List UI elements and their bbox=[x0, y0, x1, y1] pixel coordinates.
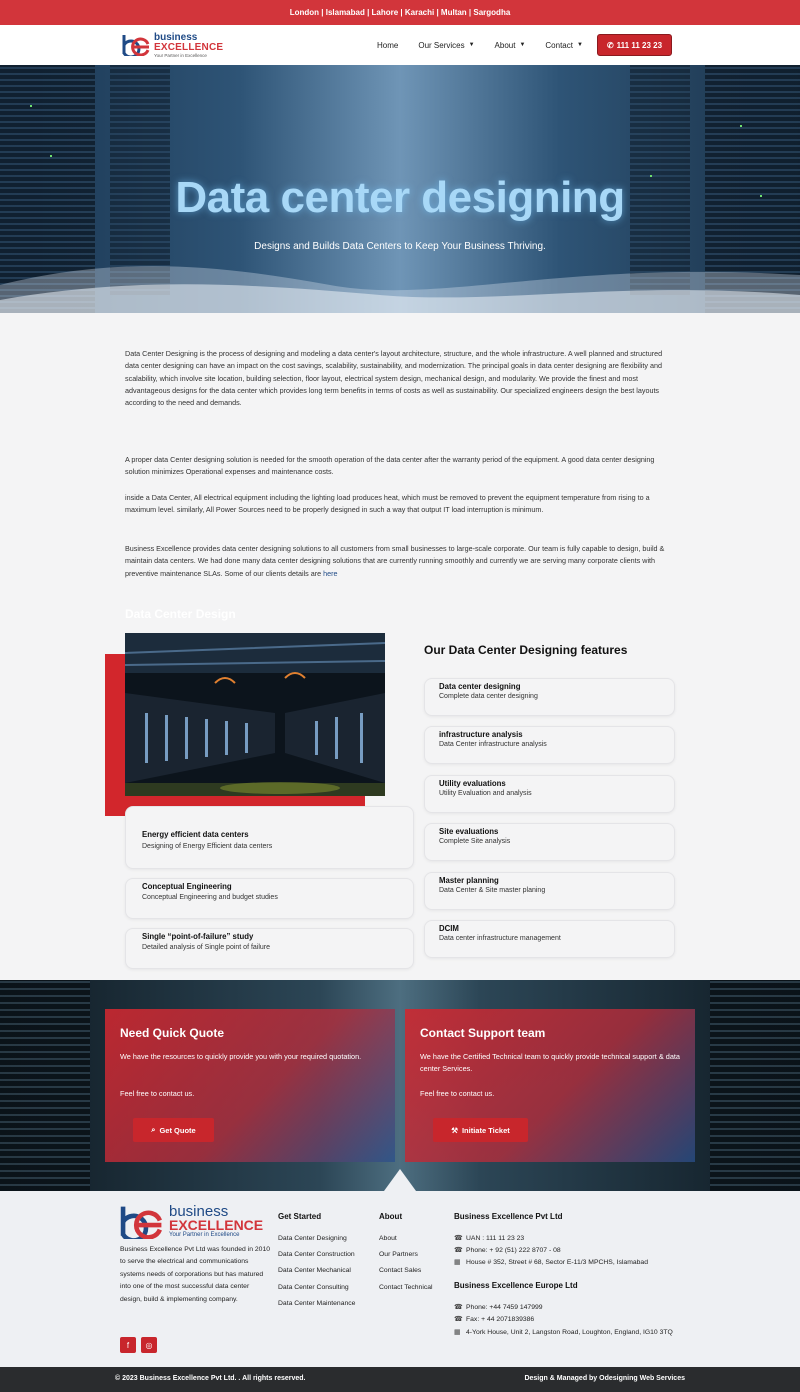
feature-card bbox=[125, 878, 414, 919]
footer-logo[interactable] bbox=[120, 1203, 264, 1241]
chevron-down-icon: ▼ bbox=[468, 42, 475, 48]
feature-title: DCIM bbox=[439, 924, 459, 933]
feature-title: Single “point-of-failure” study bbox=[142, 932, 254, 941]
main-nav bbox=[377, 25, 603, 65]
chevron-down-icon: ▼ bbox=[576, 42, 583, 48]
logo-text-business: business bbox=[154, 32, 198, 43]
footer-link[interactable]: About bbox=[379, 1235, 397, 1242]
search-icon: ⌕ bbox=[151, 1125, 156, 1134]
eu-fax-text: Fax: + 44 2071839386 bbox=[466, 1315, 535, 1323]
eu-address-text: 4-York House, Unit 2, Langston Road, Loughton, England, IG10 3TQ bbox=[466, 1328, 673, 1336]
support-box bbox=[405, 1009, 695, 1162]
support-title: Contact Support team bbox=[420, 1026, 546, 1040]
logo-tagline: Your Partner in Excellence bbox=[154, 53, 207, 58]
features-heading: Our Data Center Designing features bbox=[424, 643, 628, 657]
paragraph-heat: inside a Data Center, All electrical equipment including the lighting load produces heat, which must be removed to prevent the equipment temperature from rising to a maximum level. similarly, All Power Sources need to be properly designed in such a way that output IT load interruption is minimum. bbox=[125, 493, 650, 515]
logo-mark-icon bbox=[120, 1205, 166, 1239]
hero-subtitle: Designs and Builds Data Centers to Keep Your Business Thriving. bbox=[254, 241, 546, 252]
footer-link[interactable]: Data Center Mechanical bbox=[278, 1267, 351, 1274]
quote-title: Need Quick Quote bbox=[120, 1026, 225, 1040]
feature-card bbox=[125, 806, 414, 869]
wave-shape bbox=[0, 255, 800, 313]
phone-number: 111 11 23 23 bbox=[616, 40, 663, 50]
footer-about-text: Business Excellence Pvt Ltd was founded in 2010 to serve the electrical and communications systems needs of corporations but has matured into one of the most successful data center design, build & implementing company. bbox=[120, 1246, 271, 1303]
pk-phone bbox=[454, 1246, 561, 1254]
eu-phone bbox=[454, 1303, 543, 1311]
support-desc: We have the Certified Technical team to quickly provide technical support & data center Services. bbox=[420, 1052, 680, 1073]
footer-link[interactable]: Data Center Consulting bbox=[278, 1284, 349, 1291]
footer-logo-business: business bbox=[169, 1203, 229, 1220]
footer-logo-excellence: EXCELLENCE bbox=[169, 1217, 264, 1233]
feature-desc: Detailed analysis of Single point of failure bbox=[142, 944, 271, 951]
server-room-illustration bbox=[125, 633, 385, 796]
quote-contact-text: Feel free to contact us. bbox=[120, 1089, 195, 1098]
phone-button[interactable] bbox=[597, 34, 672, 56]
feature-card bbox=[125, 928, 414, 969]
pk-uan-text: UAN : 111 11 23 23 bbox=[466, 1234, 525, 1242]
pk-address-text: House # 352, Street # 68, Sector E-11/3 MPCHS, Islamabad bbox=[466, 1258, 648, 1266]
feature-desc: Data Center & Site master planing bbox=[439, 887, 546, 894]
eu-office-title: Business Excellence Europe Ltd bbox=[454, 1281, 578, 1290]
nav-our-services[interactable] bbox=[418, 41, 474, 50]
bottom-bar bbox=[0, 1367, 800, 1392]
quote-desc: We have the resources to quickly provide you with your required quotation. bbox=[120, 1052, 362, 1061]
intro-paragraph: Data Center Designing is the process of designing and modeling a data center's layout architecture, structure, and the whole infrastructure. A well planned and structured data center designing can have an impact on the cost savings, scalability, sustainability, and modernization. The principal goals in data center designing are flexibility and scalability, which involve site location, building selection, floor layout, electrical system design, mechanical design, and modularity. We provide the finest and most advantageous designs for the data center which provides long term benefits in terms of costs as well as sustainability. Our specialized engineers design the best layouts according to the need and demands. bbox=[125, 349, 663, 408]
support-contact-text: Feel free to contact us. bbox=[420, 1089, 495, 1098]
about-col-title: About bbox=[379, 1212, 403, 1221]
facebook-icon[interactable]: f bbox=[120, 1337, 136, 1353]
data-center-photo bbox=[125, 633, 385, 796]
feature-desc: Utility Evaluation and analysis bbox=[439, 790, 532, 797]
phone-icon: ☎ bbox=[454, 1235, 463, 1242]
feature-card bbox=[424, 775, 675, 813]
nav-about-label: About bbox=[494, 40, 516, 50]
quote-box bbox=[105, 1009, 395, 1162]
nav-home[interactable] bbox=[377, 41, 398, 50]
initiate-ticket-label: Initiate Ticket bbox=[461, 1125, 510, 1135]
footer-link[interactable]: Data Center Designing bbox=[278, 1235, 347, 1242]
cities-list: London | Islamabad | Lahore | Karachi | Multan | Sargodha bbox=[289, 8, 511, 17]
feature-desc: Complete data center designing bbox=[439, 693, 538, 700]
footer-link[interactable]: Data Center Construction bbox=[278, 1251, 355, 1258]
feature-desc: Conceptual Engineering and budget studies bbox=[142, 894, 278, 901]
feature-card bbox=[424, 872, 675, 910]
footer-link[interactable]: Data Center Maintenance bbox=[278, 1300, 356, 1307]
feature-card bbox=[424, 823, 675, 861]
site-footer bbox=[0, 1191, 800, 1367]
tools-icon: ⚒ bbox=[451, 1125, 458, 1135]
phone-icon: ☎ bbox=[454, 1247, 463, 1254]
building-icon: ▦ bbox=[454, 1259, 461, 1266]
pk-uan bbox=[454, 1234, 524, 1242]
nav-about[interactable] bbox=[495, 41, 526, 50]
section-divider-arrow bbox=[384, 1169, 416, 1191]
phone-icon: ☎ bbox=[454, 1304, 463, 1311]
logo-text-excellence: EXCELLENCE bbox=[154, 42, 224, 53]
led-dot bbox=[740, 125, 742, 127]
nav-home-label: Home bbox=[377, 40, 399, 50]
feature-title: Data center designing bbox=[439, 682, 521, 691]
server-rack-image bbox=[710, 980, 800, 1191]
building-icon: ▦ bbox=[454, 1329, 461, 1336]
hero-banner bbox=[0, 65, 800, 313]
chevron-down-icon: ▼ bbox=[519, 42, 526, 48]
clients-link[interactable]: here bbox=[323, 568, 338, 578]
get-started-title: Get Started bbox=[278, 1212, 322, 1221]
feature-card bbox=[424, 678, 675, 716]
logo[interactable] bbox=[122, 32, 224, 58]
feature-title: infrastructure analysis bbox=[439, 730, 523, 739]
get-quote-label: Get Quote bbox=[159, 1125, 196, 1135]
top-bar bbox=[0, 0, 800, 25]
nav-our-services-label: Our Services bbox=[418, 40, 465, 50]
nav-contact[interactable] bbox=[545, 41, 583, 50]
feature-desc: Data Center infrastructure analysis bbox=[439, 741, 547, 748]
feature-title: Master planning bbox=[439, 876, 499, 885]
feature-title: Utility evaluations bbox=[439, 779, 506, 788]
eu-address bbox=[454, 1328, 673, 1336]
paragraph-business-text: Business Excellence provides data center designing solutions to all customers from small businesses to large-scale corporate. Our team is fully capable to design, build & maintain data centers. We had done many data center designing solutions that are currently running smoothly and currently we are serving many corporate clients with preventive maintenance SLAs. Some of our clients details are bbox=[125, 544, 665, 578]
paragraph-solution: A proper data Center designing solution is needed for the smooth operation of the data center after the warranty period of the equipment. A good data center designing solution minimizes Operational expenses and maintenance costs. bbox=[125, 455, 655, 477]
pk-phone-text: Phone: + 92 (51) 222 8707 - 08 bbox=[466, 1246, 561, 1254]
feature-card bbox=[424, 726, 675, 764]
server-rack-image bbox=[0, 980, 90, 1191]
credit-link[interactable]: Design & Managed by Odesigning Web Services bbox=[524, 1375, 685, 1382]
hero-title: Data center designing bbox=[175, 173, 625, 222]
feature-title: Site evaluations bbox=[439, 827, 499, 836]
pk-office-title: Business Excellence Pvt Ltd bbox=[454, 1212, 563, 1221]
instagram-icon[interactable]: ◎ bbox=[141, 1337, 157, 1353]
phone-icon: ✆ bbox=[606, 40, 614, 50]
led-dot bbox=[50, 155, 52, 157]
feature-title: Energy efficient data centers bbox=[142, 830, 249, 839]
initiate-ticket-button[interactable] bbox=[433, 1118, 528, 1142]
footer-link[interactable]: Contact Technical bbox=[379, 1284, 433, 1291]
get-quote-button[interactable] bbox=[133, 1118, 214, 1142]
footer-link[interactable]: Our Partners bbox=[379, 1251, 418, 1258]
section-title: Data Center Design bbox=[125, 607, 236, 621]
pk-address bbox=[454, 1258, 648, 1266]
nav-contact-label: Contact bbox=[545, 40, 573, 50]
quote-section bbox=[0, 980, 800, 1191]
footer-link[interactable]: Contact Sales bbox=[379, 1267, 422, 1274]
eu-phone-text: Phone: +44 7459 147999 bbox=[466, 1303, 543, 1311]
paragraph-business bbox=[125, 543, 675, 580]
feature-desc: Data center infrastructure management bbox=[439, 935, 561, 942]
feature-desc: Complete Site analysis bbox=[439, 838, 511, 845]
feature-card bbox=[424, 920, 675, 958]
copyright: © 2023 Business Excellence Pvt Ltd. . All rights reserved. bbox=[115, 1375, 306, 1382]
fax-icon: ☎ bbox=[454, 1316, 463, 1323]
footer-logo-tagline: Your Partner in Excellence bbox=[169, 1232, 240, 1238]
logo-mark-icon bbox=[122, 34, 152, 56]
feature-desc: Designing of Energy Efficient data centers bbox=[142, 843, 273, 850]
site-header bbox=[0, 25, 800, 65]
feature-title: Conceptual Engineering bbox=[142, 882, 232, 891]
led-dot bbox=[30, 105, 32, 107]
eu-fax bbox=[454, 1315, 534, 1323]
